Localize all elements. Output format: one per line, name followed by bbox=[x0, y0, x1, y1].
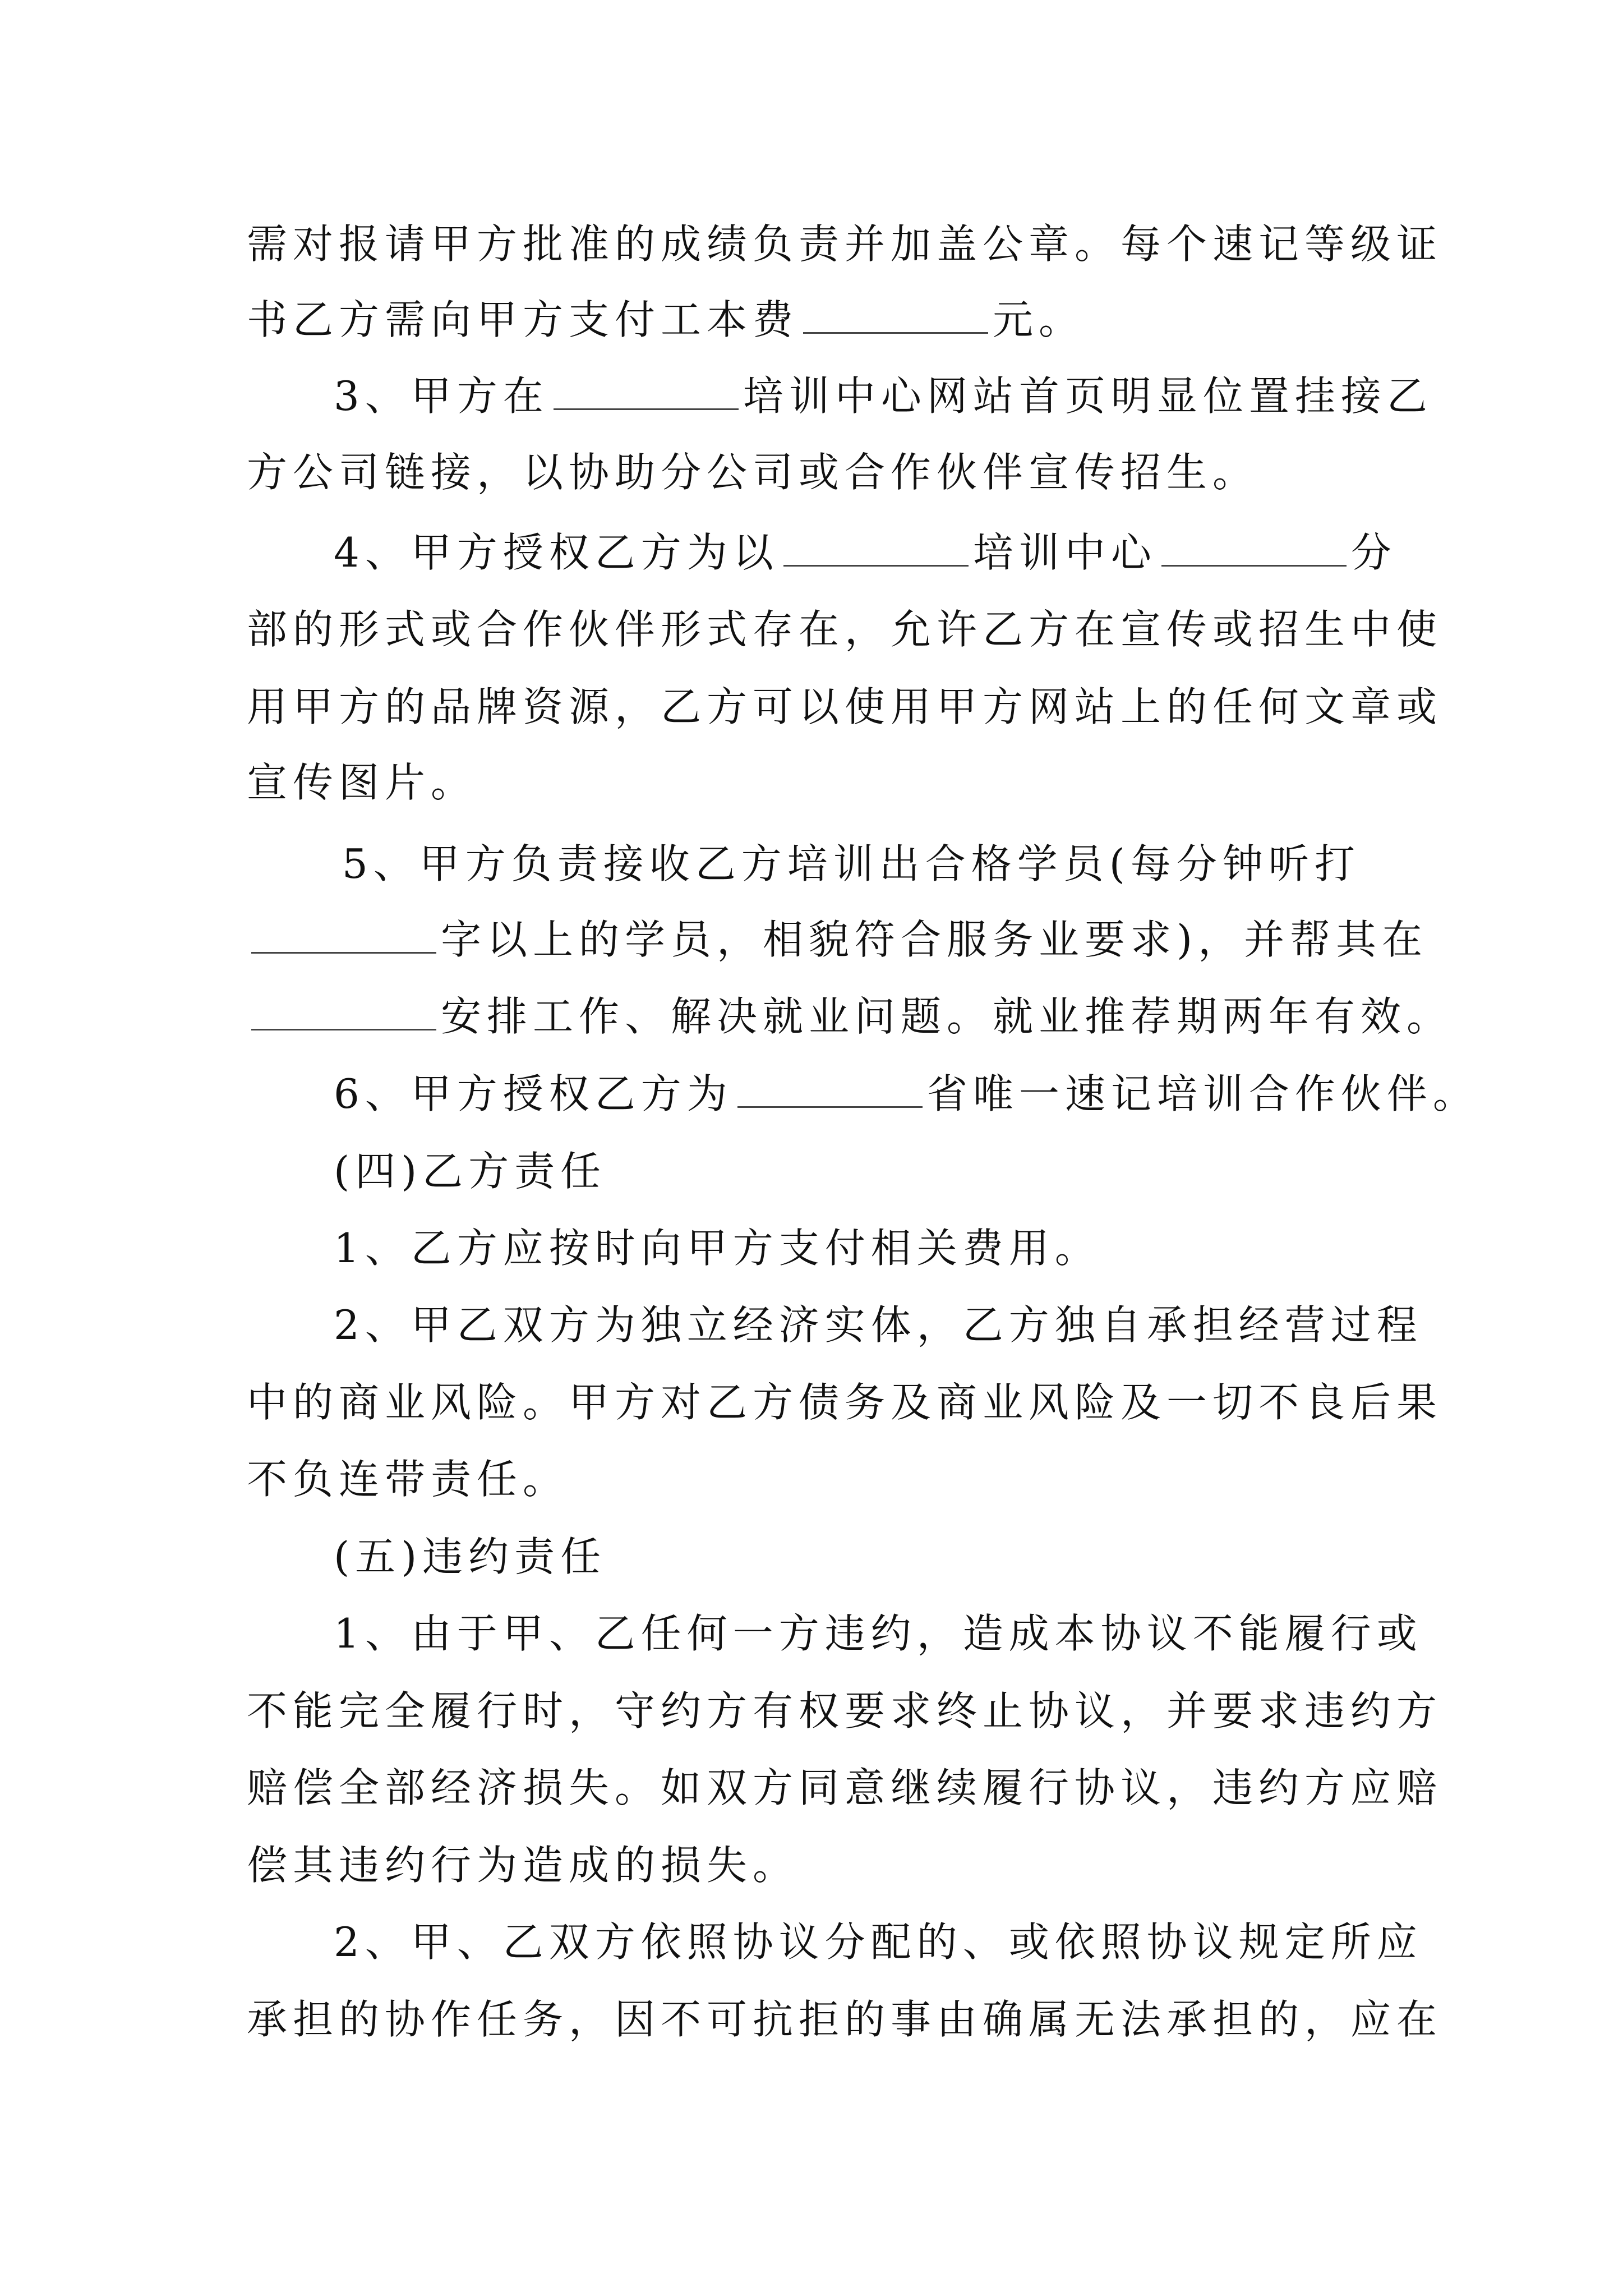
text-segment: 方公司链接，以协助分公司或合作伙伴宣传招生。 bbox=[247, 449, 1259, 496]
text-segment: 培训中心网站首页明显位置挂接乙 bbox=[743, 372, 1433, 420]
section-heading: (四)乙方责任 bbox=[334, 1148, 607, 1195]
text-segment: 书乙方需向甲方支付工本费 bbox=[247, 296, 799, 343]
blank-underline bbox=[803, 332, 988, 334]
text-line bbox=[247, 900, 1428, 979]
text-segment: 赔偿全部经济损失。如双方同意继续履行协议，违约方应赔 bbox=[247, 1764, 1443, 1811]
text-line bbox=[247, 433, 1258, 512]
text-segment: 偿其违约行为造成的损失。 bbox=[247, 1842, 799, 1889]
text-segment: 承担的协作任务，因不可抗拒的事由确属无法承担的，应在 bbox=[247, 1996, 1443, 2043]
text-line bbox=[334, 1132, 606, 1211]
text-line bbox=[334, 513, 1397, 592]
blank-underline bbox=[554, 408, 739, 410]
text-line bbox=[334, 1517, 606, 1596]
text-line bbox=[334, 357, 1433, 435]
text-segment: 中的商业风险。甲方对乙方债务及商业风险及一切不良后果 bbox=[247, 1379, 1443, 1426]
text-segment: 省唯一速记培训合作伙伴。 bbox=[926, 1070, 1479, 1117]
text-segment: 4、甲方授权乙方为以 bbox=[334, 529, 779, 576]
text-segment: 分 bbox=[1350, 529, 1397, 576]
text-segment: 字以上的学员，相貌符合服务业要求)，并帮其在 bbox=[441, 916, 1428, 963]
text-segment: 1、乙方应按时向甲方支付相关费用。 bbox=[334, 1225, 1101, 1272]
text-segment: 培训中心 bbox=[972, 529, 1157, 576]
text-segment: 5、甲方负责接收乙方培训出合格学员(每分钟听打 bbox=[342, 840, 1361, 887]
text-line bbox=[334, 1055, 1479, 1133]
text-line bbox=[247, 977, 1453, 1056]
text-line bbox=[334, 1903, 1423, 1981]
blank-underline bbox=[251, 1028, 436, 1030]
text-line bbox=[334, 1286, 1423, 1364]
text-line bbox=[334, 1209, 1101, 1287]
text-segment: 不能完全履行时，守约方有权要求终止协议，并要求违约方 bbox=[247, 1687, 1443, 1734]
text-line bbox=[247, 1440, 569, 1519]
text-segment: 6、甲方授权乙方为 bbox=[334, 1070, 733, 1117]
blank-underline bbox=[251, 951, 436, 954]
text-line bbox=[342, 825, 1361, 903]
text-line bbox=[247, 280, 1085, 359]
text-line bbox=[247, 668, 1442, 746]
section-heading: (五)违约责任 bbox=[334, 1533, 607, 1580]
text-segment: 元。 bbox=[993, 296, 1085, 343]
text-line bbox=[334, 1594, 1423, 1673]
blank-underline bbox=[783, 564, 969, 567]
text-line bbox=[247, 590, 1442, 669]
text-segment: 3、甲方在 bbox=[334, 372, 549, 420]
text-segment: 用甲方的品牌资源，乙方可以使用甲方网站上的任何文章或 bbox=[247, 683, 1443, 730]
text-segment: 不负连带责任。 bbox=[247, 1456, 569, 1503]
text-line bbox=[247, 1749, 1442, 1827]
text-line bbox=[247, 1672, 1442, 1750]
text-line bbox=[247, 1826, 799, 1904]
blank-underline bbox=[737, 1106, 923, 1108]
text-segment: 部的形式或合作伙伴形式存在，允许乙方在宣传或招生中使 bbox=[247, 606, 1443, 653]
text-line bbox=[247, 1363, 1442, 1442]
text-segment: 宣传图片。 bbox=[247, 759, 477, 806]
text-segment: 1、由于甲、乙任何一方违约，造成本协议不能履行或 bbox=[334, 1610, 1423, 1657]
text-segment: 安排工作、解决就业问题。就业推荐期两年有效。 bbox=[441, 993, 1453, 1040]
text-segment: 2、甲、乙双方依照协议分配的、或依照协议规定所应 bbox=[334, 1918, 1423, 1966]
text-segment: 需对报请甲方批准的成绩负责并加盖公章。每个速记等级证 bbox=[247, 220, 1443, 268]
text-line bbox=[247, 743, 477, 822]
text-line bbox=[247, 1980, 1442, 2059]
text-segment: 2、甲乙双方为独立经济实体，乙方独自承担经营过程 bbox=[334, 1301, 1423, 1349]
blank-underline bbox=[1161, 564, 1347, 567]
text-line bbox=[247, 205, 1442, 283]
